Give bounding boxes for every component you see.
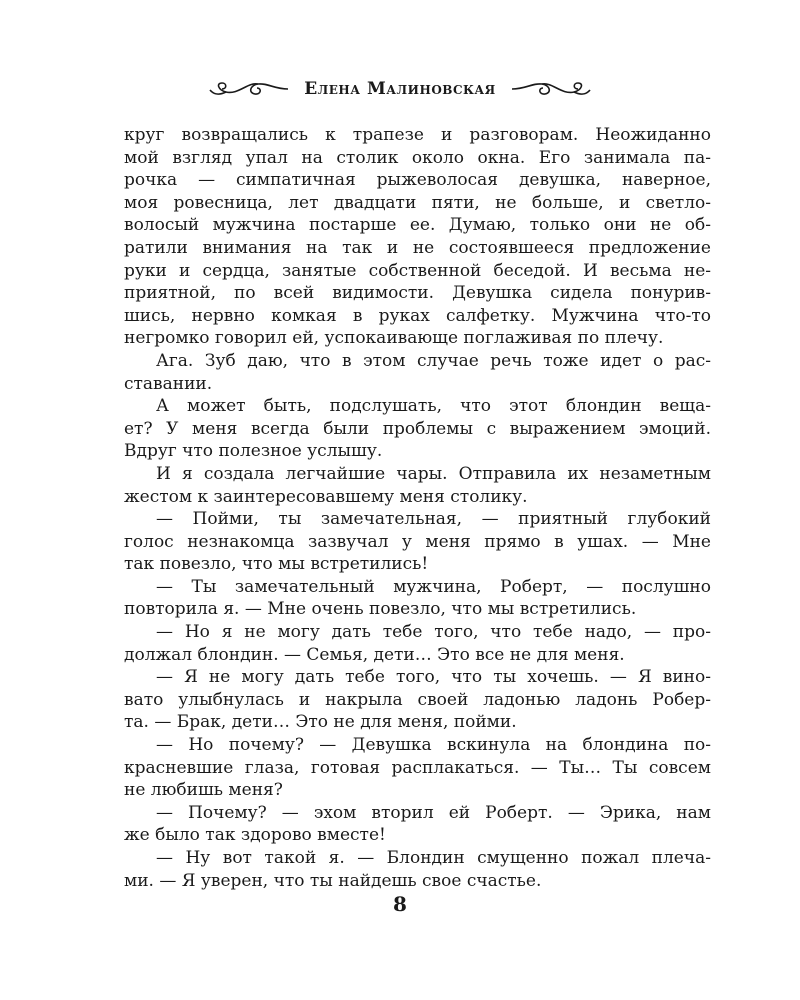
text-line: красневшие глаза, готовая расплакаться. — Ты… Ты совсем	[124, 757, 711, 778]
text-line: шись, нервно комкая в руках салфетку. Мужчина что-то	[124, 305, 711, 326]
text-line: повторила я. — Мне очень повезло, что мы встретились.	[124, 599, 637, 620]
text-line: — Ну вот такой я. — Блондин смущенно пожал плеча-	[156, 848, 711, 868]
body-text	[124, 124, 711, 892]
text-line: — Почему? — эхом вторил ей Роберт. — Эрика, нам	[156, 802, 711, 823]
text-line: негромко говорил ей, успокаивающе поглаживая по плечу.	[124, 328, 664, 349]
text-line: И я создала легчайшие чары. Отправила их незаметным	[156, 463, 711, 484]
text-line: ет? У меня всегда были проблемы с выражением эмоций.	[124, 418, 711, 439]
text-line: должал блондин. — Семья, дети… Это все не для меня.	[124, 644, 625, 665]
text-line: голос незнакомца зазвучал у меня прямо в ушах. — Мне	[124, 531, 711, 552]
text-line: — Но я не могу дать тебе того, что тебе надо, — про-	[156, 622, 711, 643]
text-line: — Но почему? — Девушка вскинула на блондина по-	[156, 735, 711, 756]
text-line: круг возвращались к трапезе и разговорам. Неожиданно	[124, 125, 711, 145]
text-line: Ага. Зуб даю, что в этом случае речь тоже идет о рас-	[156, 350, 711, 371]
text-line: та. — Брак, дети… Это не для меня, пойми.	[124, 712, 517, 733]
text-line: моя ровесница, лет двадцати пяти, не больше, и светло-	[124, 192, 711, 213]
text-line: — Пойми, ты замечательная, — приятный глубокий	[156, 509, 711, 530]
text-line: ратили внимания на так и не состоявшееся предложение	[124, 237, 711, 258]
text-line: вато улыбнулась и накрыла своей ладонью ладонь Робер-	[124, 689, 711, 710]
text-line: — Ты замечательный мужчина, Роберт, — послушно	[156, 576, 711, 597]
text-line: же было так здорово вместе!	[124, 825, 386, 846]
text-line: жестом к заинтересовавшему меня столику.	[124, 486, 528, 507]
text-line: мой взгляд упал на столик около окна. Его занимала па-	[124, 147, 711, 168]
text-line: рочка — симпатичная рыжеволосая девушка, наверное,	[124, 170, 711, 191]
scroll-ornament-icon	[510, 79, 592, 99]
text-line: ставании.	[124, 373, 213, 394]
running-head	[0, 72, 800, 106]
running-head-author: Елена Малиновская	[304, 79, 496, 99]
text-line: ми. — Я уверен, что ты найдешь свое счастье.	[124, 870, 542, 891]
text-line: приятной, по всей видимости. Девушка сидела понурив-	[124, 283, 711, 304]
text-line: волосый мужчина постарше ее. Думаю, только они не об-	[124, 215, 711, 236]
page-number: 8	[393, 892, 407, 916]
text-line: не любишь меня?	[124, 780, 283, 801]
text-line: Вдруг что полезное услышу.	[124, 441, 383, 462]
text-line: А может быть, подслушать, что этот блондин веща-	[156, 396, 711, 417]
scroll-ornament-icon	[208, 79, 290, 99]
text-line: руки и сердца, занятые собственной беседой. И весьма не-	[124, 260, 711, 281]
text-line: — Я не могу дать тебе того, что ты хочешь. — Я вино-	[156, 667, 711, 688]
text-line: так повезло, что мы встретились!	[124, 554, 429, 575]
